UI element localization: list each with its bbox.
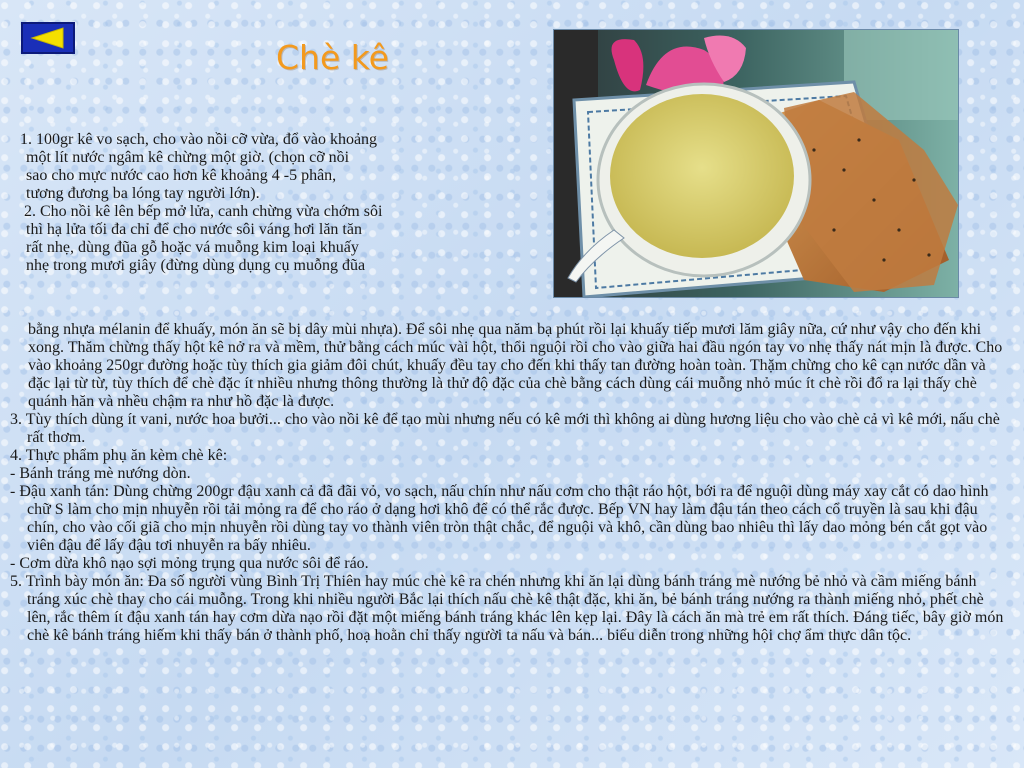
step-2-continuation: bằng nhựa mélanin để khuấy, món ăn sẽ bị dây mùi nhựa). Để sôi nhẹ qua năm bạ phút rồi lại khuấy tiếp mươi lăm giây nữa, cứ như vậy cho đến khi xong. Thăm chừng thấy hột kê nở ra và mềm, thử bằng cách múc vài hột, thổi nguội rồi cho vào giữa hai đầu ngón tay vo nhẹ thấy nát mịn là được. Cho vào khoảng 250gr đường hoặc tùy thích gia giảm đôi chút, khuấy đều tay cho đến khi thấy tan đường hoàn toàn. Thặm chừng cho kê cạn nước dần và đặc lại từ từ, tùy thích để chè đặc ít nhiều nhưng thông thường là thử độ đặc của chè bằng cách dùng cái muỗng nhỏ múc ít chè rồi đổ ra lại thấy chè quánh hăn và nhều chậm ra như hồ đặc là được. [28, 321, 1003, 410]
che-ke-image [554, 30, 958, 297]
page-title: Chè kê [276, 38, 389, 77]
step-5: 5. Trình bày món ăn: Đa số người vùng Bình Trị Thiên hay múc chè kê ra chén nhưng khi ăn lại dùng bánh tráng mè nướng bẻ nhỏ và cầm miếng bánh tráng xúc chè thay cho cái muỗng. Trong khi nhiều người Bắc lại thích nấu chè kê thật đặc, khi ăn, bẻ bánh tráng nướng ra thành miếng nhỏ, phết chè lên, rắc thêm ít đậu xanh tán hay cơm dừa nạo rồi đặt một miếng bánh tráng khác lên kẹp lại. Đây là cách ăn mà trẻ em rất thích. Đáng tiếc, bây giờ món chè kê bánh tráng hiếm khi thấy bán ở thành phố, hoạ hoằn chỉ thấy người ta nấu và bán... biểu diễn trong những hội chợ ẩm thực dân tộc. [10, 573, 1004, 644]
text-line: 1. 100gr kê vo sạch, cho vào nồi cỡ vừa, đổ vào khoảng [20, 131, 378, 148]
step-1-2-text [20, 131, 520, 275]
text-line: sao cho mực nước cao hơn kê khoảng 4 -5 phân, [26, 167, 337, 184]
item-com-dua: - Cơm dừa khô nạo sợi mỏng trụng qua nước sôi để ráo. [10, 555, 369, 572]
text-line: rất nhẹ, dùng đũa gỗ hoặc vá muỗng kim loại khuấy [26, 239, 359, 256]
text-line: nhẹ trong mươi giây (đừng dùng dụng cụ muỗng đũa [26, 257, 366, 274]
text-line: 2. Cho nồi kê lên bếp mở lửa, canh chừng vừa chớm sôi [24, 203, 383, 220]
item-dau-xanh: - Đậu xanh tán: Dùng chừng 200gr đậu xanh cả đã đãi vỏ, vo sạch, nấu chín như nấu cơm cho thật ráo hột, bới ra để nguội dùng máy xay cắt có dao hình chữ S làm cho mịn nhuyễn rồi tải mỏng ra để cho ráo ở dạng hơi khô để có thể rắc được. Bếp VN hay làm đậu tán theo cách cổ truyền là sau khi đậu chín, cho vào cối giã cho mịn nhuyễn rồi dùng tay vo thành viên tròn thật chắc, để nguội và khô, cần dùng bao nhiêu thì lấy dao mỏng bén cắt gọt vào viên đậu để lấy đậu tơi nhuyễn ra bấy nhiêu. [10, 483, 989, 554]
step-4: 4. Thực phẩm phụ ăn kèm chè kê: [10, 447, 228, 464]
step-3: 3. Tùy thích dùng ít vani, nước hoa bưởi... cho vào nồi kê để tạo mùi nhưng nếu có kê mới thì không ai dùng hương liệu cho vào chè cả vì kê mới, nấu chè rất thơm. [10, 411, 1000, 446]
triangle-left-icon [23, 24, 73, 52]
dish-photo [553, 29, 959, 298]
item-banh-trang: - Bánh tráng mè nướng dòn. [10, 465, 191, 482]
text-line: thì hạ lửa tối đa chỉ để cho nước sôi váng hơi lăn tăn [26, 221, 362, 238]
recipe-body [10, 321, 1010, 645]
text-line: tương đương ba lóng tay người lớn). [26, 185, 260, 202]
text-line: một lít nước ngâm kê chừng một giờ. (chọn cỡ nồi [26, 149, 350, 166]
back-button[interactable] [21, 22, 75, 54]
